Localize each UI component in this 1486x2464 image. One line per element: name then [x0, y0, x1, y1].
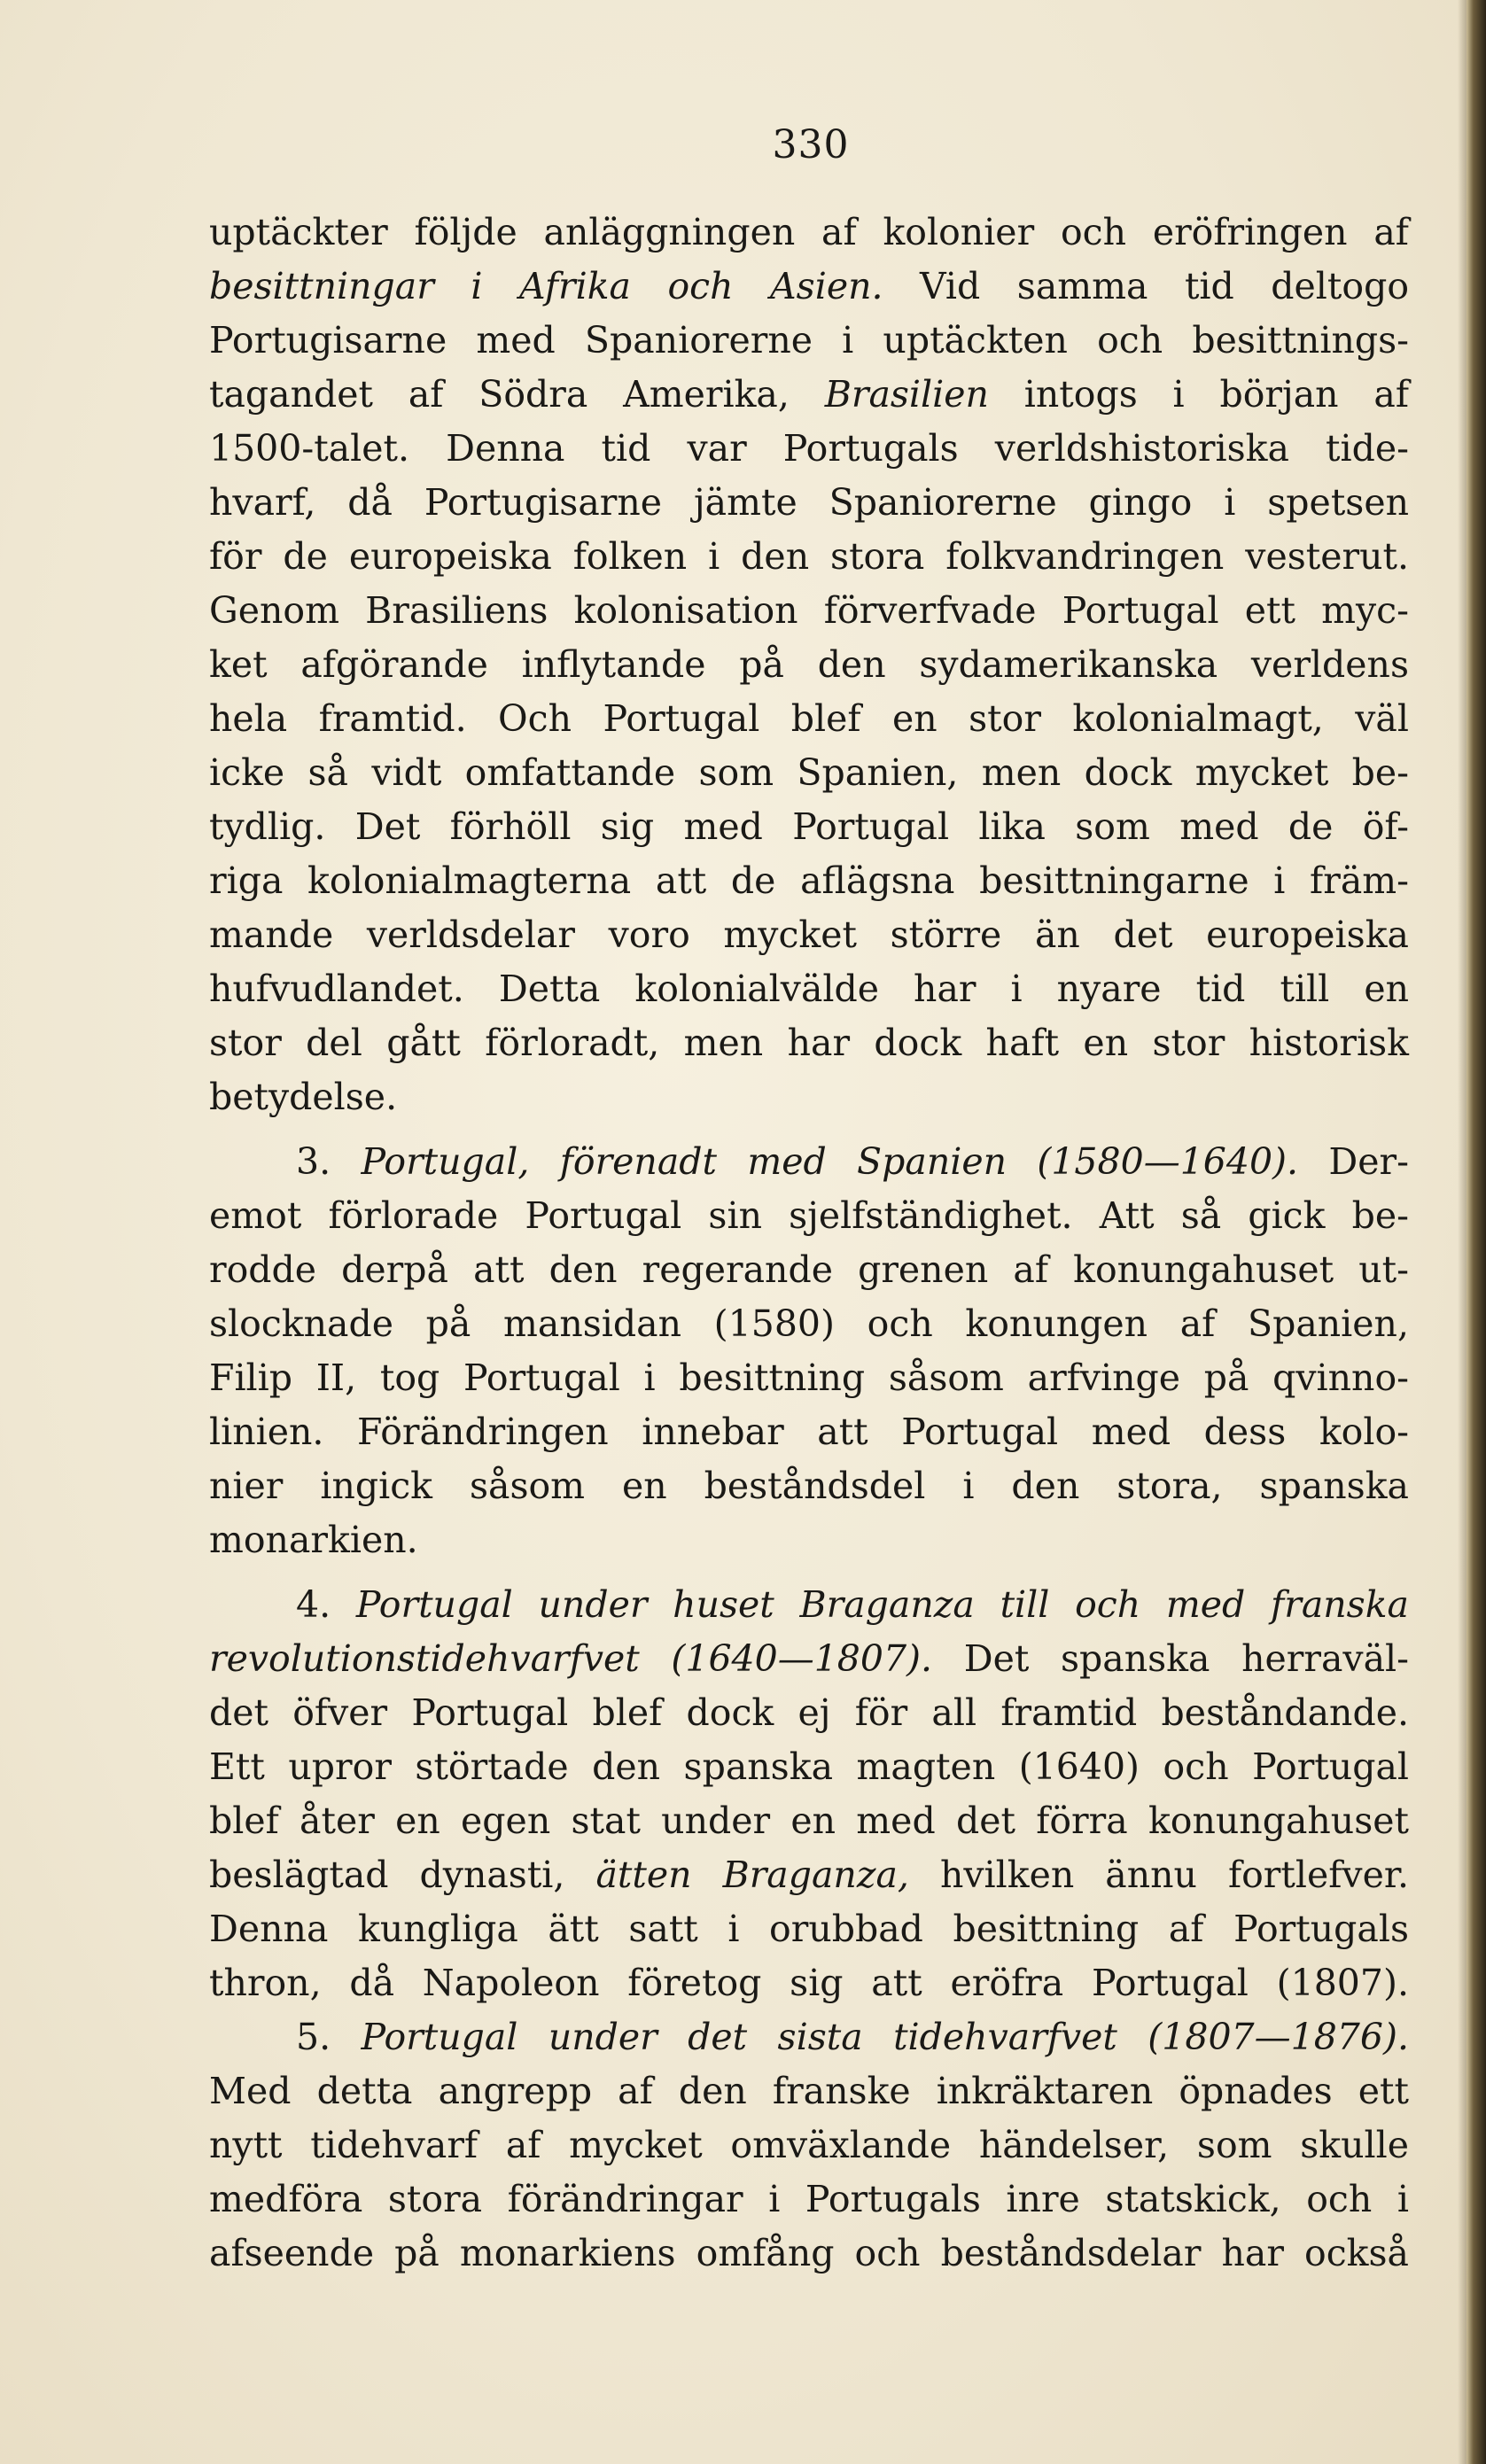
text-line	[209, 1243, 1409, 1297]
text-run: hela framtid. Och Portugal blef en stor kolonialmagt, väl	[209, 697, 1409, 740]
text-line	[209, 1740, 1409, 1794]
text-line	[209, 1848, 1409, 1902]
text-run: monarkien.	[209, 1519, 418, 1561]
text-run: 1500-talet. Denna tid var Portugals verldshistoriska tide-	[209, 427, 1409, 470]
text-run: blef åter en egen stat under en med det förra konungahuset	[209, 1799, 1409, 1842]
text-run: Portugisarne med Spaniorerne i uptäckten och besittnings-	[209, 319, 1409, 361]
text-line	[209, 1135, 1409, 1189]
text-run: riga kolonialmagterna att de aflägsna besittningarne i främ-	[209, 859, 1409, 902]
italic-text: Brasilien	[824, 373, 989, 416]
text-line	[209, 800, 1409, 854]
italic-text: besittningar i Afrika och Asien.	[209, 265, 883, 307]
text-run: nier ingick såsom en beståndsdel i den stora, spanska	[209, 1465, 1409, 1507]
text-run: icke så vidt omfattande som Spanien, men dock mycket be-	[209, 751, 1409, 794]
text-run: mande verldsdelar voro mycket större än det europeiska	[209, 913, 1409, 956]
text-line	[209, 2118, 1409, 2173]
text-line	[209, 1686, 1409, 1740]
text-line	[209, 314, 1409, 368]
text-line	[209, 1632, 1409, 1686]
text-line	[209, 962, 1409, 1016]
text-run: slocknade på mansidan (1580) och konungen af Spanien,	[209, 1302, 1409, 1345]
text-run: ket afgörande inflytande på den sydamerikanska verldens	[209, 643, 1409, 686]
text-run: 3.	[296, 1140, 362, 1183]
italic-text: Portugal, förenadt med Spanien (1580—1640).	[361, 1140, 1299, 1183]
text-line	[209, 1459, 1409, 1513]
text-line	[209, 1070, 1409, 1124]
text-line	[209, 584, 1409, 638]
text-run: Ett upror störtade den spanska magten (1640) och Portugal	[209, 1745, 1409, 1788]
text-run: beslägtad dynasti,	[209, 1854, 596, 1896]
text-line	[209, 908, 1409, 962]
text-line	[209, 2173, 1409, 2227]
text-line	[209, 476, 1409, 530]
text-line	[209, 1902, 1409, 1956]
text-line	[209, 746, 1409, 800]
text-line	[209, 2010, 1409, 2064]
text-line	[209, 1405, 1409, 1459]
text-line	[209, 638, 1409, 692]
text-line	[209, 1297, 1409, 1351]
text-line	[209, 260, 1409, 314]
italic-text: ätten Braganza,	[595, 1854, 909, 1896]
text-run: thron, då Napoleon företog sig att eröfra Portugal (1807).	[209, 1962, 1409, 2004]
text-run: hvilken ännu fortlefver.	[908, 1854, 1409, 1896]
text-run: Vid samma tid deltogo	[883, 265, 1410, 307]
text-run: stor del gått förloradt, men har dock haft en stor historisk	[209, 1022, 1409, 1064]
text-run: det öfver Portugal blef dock ej för all framtid beståndande.	[209, 1691, 1409, 1734]
paragraph-gap	[209, 1124, 1409, 1135]
text-run: afseende på monarkiens omfång och beståndsdelar har också	[209, 2232, 1409, 2274]
text-line	[209, 692, 1409, 746]
text-line	[209, 1956, 1409, 2010]
text-run: linien. Förändringen innebar att Portugal med dess kolo-	[209, 1411, 1409, 1453]
body-text	[209, 206, 1409, 2281]
page-number: 330	[772, 122, 850, 167]
text-run: 5.	[296, 2016, 362, 2058]
text-line	[209, 2227, 1409, 2281]
text-line	[209, 1794, 1409, 1848]
text-run: intogs i början af	[988, 373, 1409, 416]
page-edge	[1467, 0, 1486, 2464]
text-line	[209, 1513, 1409, 1567]
text-run: Filip II, tog Portugal i besittning såsom arfvinge på qvinno-	[209, 1356, 1409, 1399]
text-run: nytt tidehvarf af mycket omväxlande händelser, som skulle	[209, 2124, 1409, 2166]
italic-text: Portugal under huset Braganza till och med franska	[355, 1583, 1410, 1626]
text-run: medföra stora förändringar i Portugals inre statskick, och i	[209, 2178, 1409, 2220]
text-line	[209, 1189, 1409, 1243]
text-line	[209, 206, 1409, 260]
text-run: tydlig. Det förhöll sig med Portugal lika som med de öf-	[209, 805, 1409, 848]
paragraph-gap	[209, 1567, 1409, 1578]
text-run: betydelse.	[209, 1076, 398, 1118]
text-line	[209, 1351, 1409, 1405]
text-line	[209, 1016, 1409, 1070]
text-run: hufvudlandet. Detta kolonialvälde har i nyare tid till en	[209, 968, 1409, 1010]
text-run: rodde derpå att den regerande grenen af konungahuset ut-	[209, 1248, 1409, 1291]
text-run: Med detta angrepp af den franske inkräktaren öpnades ett	[209, 2070, 1409, 2112]
text-run: emot förlorade Portugal sin sjelfständighet. Att så gick be-	[209, 1194, 1409, 1237]
text-run: Denna kungliga ätt satt i orubbad besittning af Portugals	[209, 1908, 1409, 1950]
text-run: hvarf, då Portugisarne jämte Spaniorerne gingo i spetsen	[209, 481, 1409, 524]
text-line	[209, 422, 1409, 476]
text-run: Genom Brasiliens kolonisation förverfvade Portugal ett myc-	[209, 589, 1409, 632]
text-run: Det spanska herraväl-	[932, 1637, 1409, 1680]
text-run: uptäckter följde anläggningen af kolonier och eröfringen af	[209, 211, 1409, 253]
text-run: 4.	[296, 1583, 356, 1626]
italic-text: revolutionstidehvarfvet (1640—1807).	[209, 1637, 933, 1680]
text-line	[209, 854, 1409, 908]
text-run: Der-	[1298, 1140, 1409, 1183]
italic-text: Portugal under det sista tidehvarfvet (1807—1876).	[361, 2016, 1409, 2058]
text-line	[209, 530, 1409, 584]
text-line	[209, 2064, 1409, 2118]
text-run: för de europeiska folken i den stora folkvandringen vesterut.	[209, 535, 1409, 578]
text-run: tagandet af Södra Amerika,	[209, 373, 825, 416]
text-line	[209, 1578, 1409, 1632]
page-gutter-shadow	[1458, 0, 1467, 2464]
text-line	[209, 368, 1409, 422]
